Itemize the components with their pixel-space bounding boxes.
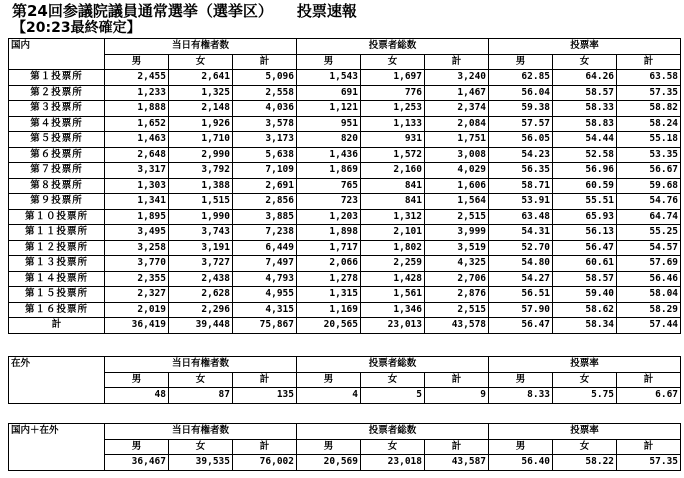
group-header-turnout: 投票率	[489, 424, 681, 440]
combined-turnout-male: 56.40	[489, 455, 553, 471]
cell-turnout-total: 53.35	[617, 147, 681, 163]
combined-turnout-female: 58.22	[553, 455, 617, 471]
cell-voters-male: 820	[297, 132, 361, 148]
cell-voters-total: 2,084	[425, 116, 489, 132]
combined-eligible-female: 39,535	[169, 455, 233, 471]
abroad-turnout-male: 8.33	[489, 388, 553, 404]
subheader-male: 男	[489, 54, 553, 70]
cell-eligible-male: 3,495	[105, 225, 169, 241]
polling-station-row	[9, 163, 681, 179]
polling-station-row	[9, 85, 681, 101]
group-header-turnout: 投票率	[489, 39, 681, 55]
group-header-row	[9, 39, 681, 55]
cell-eligible-female: 2,641	[169, 70, 233, 86]
polling-station-name: 第６投票所	[9, 147, 105, 163]
cell-eligible-female: 1,710	[169, 132, 233, 148]
combined-label: 国内＋在外	[9, 424, 105, 471]
subheader-male: 男	[105, 372, 169, 388]
cell-turnout-male: 57.57	[489, 116, 553, 132]
cell-voters-total: 2,374	[425, 101, 489, 117]
cell-voters-female: 2,160	[361, 163, 425, 179]
cell-voters-male: 1,543	[297, 70, 361, 86]
cell-eligible-female: 2,628	[169, 287, 233, 303]
cell-eligible-female: 2,148	[169, 101, 233, 117]
cell-voters-male: 1,278	[297, 271, 361, 287]
cell-turnout-male: 54.31	[489, 225, 553, 241]
cell-voters-female: 2,101	[361, 225, 425, 241]
cell-voters-total: 3,519	[425, 240, 489, 256]
cell-eligible-total: 7,497	[233, 256, 297, 272]
cell-turnout-total: 58.24	[617, 116, 681, 132]
subheader-male: 男	[105, 439, 169, 455]
cell-voters-total: 4,029	[425, 163, 489, 179]
cell-eligible-male: 2,648	[105, 147, 169, 163]
total-eligible-male: 36,419	[105, 318, 169, 334]
cell-turnout-total: 59.68	[617, 178, 681, 194]
subheader-total: 計	[233, 54, 297, 70]
cell-eligible-total: 2,691	[233, 178, 297, 194]
cell-voters-male: 1,169	[297, 302, 361, 318]
cell-eligible-total: 5,096	[233, 70, 297, 86]
group-header-eligible: 当日有権者数	[105, 357, 297, 373]
group-header-row	[9, 424, 681, 440]
cell-turnout-total: 57.69	[617, 256, 681, 272]
cell-voters-total: 1,467	[425, 85, 489, 101]
subheader-total: 計	[617, 372, 681, 388]
cell-turnout-female: 60.61	[553, 256, 617, 272]
cell-voters-total: 2,515	[425, 209, 489, 225]
total-voters-male: 20,565	[297, 318, 361, 334]
cell-eligible-female: 2,438	[169, 271, 233, 287]
cell-turnout-male: 54.23	[489, 147, 553, 163]
polling-station-name: 第４投票所	[9, 116, 105, 132]
cell-eligible-female: 1,388	[169, 178, 233, 194]
cell-turnout-total: 58.29	[617, 302, 681, 318]
cell-voters-total: 3,008	[425, 147, 489, 163]
polling-station-row	[9, 147, 681, 163]
cell-voters-male: 1,436	[297, 147, 361, 163]
cell-voters-total: 1,751	[425, 132, 489, 148]
abroad-voters-male: 4	[297, 388, 361, 404]
cell-voters-male: 1,869	[297, 163, 361, 179]
cell-eligible-female: 3,792	[169, 163, 233, 179]
combined-voters-female: 23,018	[361, 455, 425, 471]
status-label: 【20:23最終確定】	[12, 20, 141, 36]
combined-voters-total: 43,587	[425, 455, 489, 471]
cell-voters-female: 1,312	[361, 209, 425, 225]
cell-turnout-female: 59.40	[553, 287, 617, 303]
subheader-total: 計	[617, 439, 681, 455]
polling-station-name: 第１投票所	[9, 70, 105, 86]
cell-voters-female: 1,802	[361, 240, 425, 256]
group-header-eligible: 当日有権者数	[105, 39, 297, 55]
cell-turnout-total: 54.76	[617, 194, 681, 210]
cell-turnout-female: 60.59	[553, 178, 617, 194]
cell-eligible-male: 3,258	[105, 240, 169, 256]
cell-voters-total: 2,706	[425, 271, 489, 287]
polling-station-row	[9, 132, 681, 148]
group-header-voters: 投票者総数	[297, 357, 489, 373]
cell-eligible-male: 1,341	[105, 194, 169, 210]
group-header-turnout: 投票率	[489, 357, 681, 373]
cell-eligible-total: 3,885	[233, 209, 297, 225]
cell-turnout-male: 56.04	[489, 85, 553, 101]
cell-turnout-male: 63.48	[489, 209, 553, 225]
cell-voters-male: 2,066	[297, 256, 361, 272]
subheader-female: 女	[169, 54, 233, 70]
polling-station-name: 第１５投票所	[9, 287, 105, 303]
cell-turnout-total: 54.57	[617, 240, 681, 256]
cell-turnout-total: 56.46	[617, 271, 681, 287]
subheader-total: 計	[425, 54, 489, 70]
cell-turnout-female: 58.83	[553, 116, 617, 132]
polling-station-name: 第３投票所	[9, 101, 105, 117]
cell-eligible-male: 1,652	[105, 116, 169, 132]
domestic-table	[8, 38, 681, 334]
subheader-female: 女	[169, 372, 233, 388]
cell-eligible-male: 2,327	[105, 287, 169, 303]
subheader-male: 男	[489, 439, 553, 455]
polling-station-row	[9, 240, 681, 256]
cell-voters-female: 1,697	[361, 70, 425, 86]
cell-voters-male: 1,898	[297, 225, 361, 241]
subheader-male: 男	[105, 54, 169, 70]
sub-header-row	[9, 54, 681, 70]
subheader-female: 女	[361, 54, 425, 70]
cell-voters-male: 765	[297, 178, 361, 194]
cell-eligible-total: 2,856	[233, 194, 297, 210]
subheader-female: 女	[553, 439, 617, 455]
cell-turnout-total: 58.82	[617, 101, 681, 117]
cell-eligible-total: 7,238	[233, 225, 297, 241]
cell-voters-female: 841	[361, 178, 425, 194]
cell-eligible-female: 3,743	[169, 225, 233, 241]
sub-header-row	[9, 439, 681, 455]
total-eligible-female: 39,448	[169, 318, 233, 334]
cell-turnout-male: 57.90	[489, 302, 553, 318]
abroad-voters-total: 9	[425, 388, 489, 404]
cell-turnout-female: 58.57	[553, 85, 617, 101]
polling-station-name: 第２投票所	[9, 85, 105, 101]
cell-turnout-female: 56.13	[553, 225, 617, 241]
cell-turnout-male: 56.35	[489, 163, 553, 179]
cell-turnout-total: 57.35	[617, 85, 681, 101]
cell-eligible-female: 2,296	[169, 302, 233, 318]
total-voters-total: 43,578	[425, 318, 489, 334]
combined-eligible-total: 76,002	[233, 455, 297, 471]
total-turnout-male: 56.47	[489, 318, 553, 334]
cell-eligible-male: 1,233	[105, 85, 169, 101]
abroad-eligible-female: 87	[169, 388, 233, 404]
polling-station-name: 第１６投票所	[9, 302, 105, 318]
cell-turnout-total: 58.04	[617, 287, 681, 303]
polling-station-name: 第５投票所	[9, 132, 105, 148]
cell-eligible-total: 2,558	[233, 85, 297, 101]
cell-voters-female: 1,346	[361, 302, 425, 318]
polling-station-name: 第８投票所	[9, 178, 105, 194]
cell-turnout-male: 56.05	[489, 132, 553, 148]
polling-station-row	[9, 256, 681, 272]
cell-voters-female: 1,428	[361, 271, 425, 287]
combined-table	[8, 423, 681, 471]
group-header-row	[9, 357, 681, 373]
total-eligible-total: 75,867	[233, 318, 297, 334]
cell-voters-female: 1,253	[361, 101, 425, 117]
abroad-label: 在外	[9, 357, 105, 404]
cell-turnout-female: 52.58	[553, 147, 617, 163]
cell-voters-male: 1,717	[297, 240, 361, 256]
cell-turnout-total: 55.25	[617, 225, 681, 241]
subheader-female: 女	[553, 372, 617, 388]
cell-eligible-female: 2,990	[169, 147, 233, 163]
cell-turnout-female: 64.26	[553, 70, 617, 86]
cell-voters-total: 4,325	[425, 256, 489, 272]
cell-eligible-female: 3,191	[169, 240, 233, 256]
cell-voters-female: 841	[361, 194, 425, 210]
cell-voters-female: 776	[361, 85, 425, 101]
polling-station-name: 第９投票所	[9, 194, 105, 210]
combined-values-row	[9, 455, 681, 471]
abroad-eligible-total: 135	[233, 388, 297, 404]
subheader-male: 男	[297, 372, 361, 388]
cell-eligible-total: 6,449	[233, 240, 297, 256]
cell-voters-female: 931	[361, 132, 425, 148]
cell-voters-female: 1,561	[361, 287, 425, 303]
cell-eligible-male: 2,455	[105, 70, 169, 86]
election-title: 第24回参議院議員通常選挙（選挙区）	[12, 2, 273, 20]
subheader-female: 女	[553, 54, 617, 70]
cell-voters-total: 3,240	[425, 70, 489, 86]
cell-turnout-female: 58.33	[553, 101, 617, 117]
cell-voters-female: 1,133	[361, 116, 425, 132]
domestic-label: 国内	[9, 39, 105, 70]
cell-turnout-female: 55.51	[553, 194, 617, 210]
cell-turnout-female: 58.62	[553, 302, 617, 318]
cell-voters-female: 1,572	[361, 147, 425, 163]
abroad-eligible-male: 48	[105, 388, 169, 404]
polling-station-row	[9, 194, 681, 210]
subheader-male: 男	[489, 372, 553, 388]
cell-voters-total: 1,606	[425, 178, 489, 194]
polling-station-row	[9, 101, 681, 117]
cell-eligible-female: 1,990	[169, 209, 233, 225]
cell-voters-male: 1,203	[297, 209, 361, 225]
group-header-eligible: 当日有権者数	[105, 424, 297, 440]
cell-voters-total: 1,564	[425, 194, 489, 210]
domestic-rows	[9, 70, 681, 334]
polling-station-name: 第１０投票所	[9, 209, 105, 225]
cell-turnout-male: 54.80	[489, 256, 553, 272]
cell-eligible-total: 4,036	[233, 101, 297, 117]
cell-eligible-male: 2,019	[105, 302, 169, 318]
cell-voters-male: 1,121	[297, 101, 361, 117]
report-subtitle: 投票速報	[296, 2, 357, 20]
cell-turnout-male: 56.51	[489, 287, 553, 303]
sub-header-row	[9, 372, 681, 388]
abroad-voters-female: 5	[361, 388, 425, 404]
cell-turnout-female: 56.47	[553, 240, 617, 256]
cell-turnout-female: 58.57	[553, 271, 617, 287]
subheader-female: 女	[361, 439, 425, 455]
cell-turnout-female: 56.96	[553, 163, 617, 179]
cell-turnout-total: 56.67	[617, 163, 681, 179]
total-voters-female: 23,013	[361, 318, 425, 334]
cell-turnout-female: 65.93	[553, 209, 617, 225]
total-turnout-total: 57.44	[617, 318, 681, 334]
polling-station-name: 第１３投票所	[9, 256, 105, 272]
group-header-voters: 投票者総数	[297, 424, 489, 440]
cell-eligible-total: 7,109	[233, 163, 297, 179]
cell-eligible-total: 4,315	[233, 302, 297, 318]
cell-turnout-male: 53.91	[489, 194, 553, 210]
abroad-table	[8, 356, 681, 404]
subheader-female: 女	[169, 439, 233, 455]
cell-eligible-total: 3,173	[233, 132, 297, 148]
cell-eligible-total: 4,955	[233, 287, 297, 303]
cell-turnout-male: 54.27	[489, 271, 553, 287]
polling-station-name: 第１２投票所	[9, 240, 105, 256]
subheader-male: 男	[297, 54, 361, 70]
cell-eligible-total: 3,578	[233, 116, 297, 132]
subheader-female: 女	[361, 372, 425, 388]
combined-turnout-total: 57.35	[617, 455, 681, 471]
polling-station-row	[9, 178, 681, 194]
cell-eligible-female: 1,325	[169, 85, 233, 101]
cell-turnout-male: 62.85	[489, 70, 553, 86]
cell-eligible-male: 1,888	[105, 101, 169, 117]
group-header-voters: 投票者総数	[297, 39, 489, 55]
cell-turnout-total: 55.18	[617, 132, 681, 148]
combined-eligible-male: 36,467	[105, 455, 169, 471]
cell-turnout-female: 54.44	[553, 132, 617, 148]
cell-voters-male: 951	[297, 116, 361, 132]
cell-voters-male: 691	[297, 85, 361, 101]
cell-voters-male: 1,315	[297, 287, 361, 303]
polling-station-row	[9, 287, 681, 303]
polling-station-name: 第７投票所	[9, 163, 105, 179]
polling-station-row	[9, 225, 681, 241]
cell-eligible-male: 3,317	[105, 163, 169, 179]
subheader-total: 計	[233, 439, 297, 455]
cell-voters-female: 2,259	[361, 256, 425, 272]
cell-voters-male: 723	[297, 194, 361, 210]
cell-eligible-total: 5,638	[233, 147, 297, 163]
cell-turnout-total: 64.74	[617, 209, 681, 225]
cell-voters-total: 3,999	[425, 225, 489, 241]
cell-eligible-total: 4,793	[233, 271, 297, 287]
cell-eligible-male: 1,303	[105, 178, 169, 194]
polling-station-name: 第１１投票所	[9, 225, 105, 241]
polling-station-name: 第１４投票所	[9, 271, 105, 287]
cell-eligible-male: 1,895	[105, 209, 169, 225]
abroad-values-row	[9, 388, 681, 404]
domestic-total-label: 計	[9, 318, 105, 334]
total-turnout-female: 58.34	[553, 318, 617, 334]
subheader-total: 計	[233, 372, 297, 388]
polling-station-row	[9, 271, 681, 287]
subheader-male: 男	[297, 439, 361, 455]
combined-voters-male: 20,569	[297, 455, 361, 471]
subheader-total: 計	[617, 54, 681, 70]
page-title	[12, 2, 357, 20]
subheader-total: 計	[425, 372, 489, 388]
cell-voters-total: 2,515	[425, 302, 489, 318]
abroad-turnout-female: 5.75	[553, 388, 617, 404]
polling-station-row	[9, 116, 681, 132]
abroad-turnout-total: 6.67	[617, 388, 681, 404]
cell-turnout-male: 52.70	[489, 240, 553, 256]
cell-eligible-male: 1,463	[105, 132, 169, 148]
polling-station-row	[9, 70, 681, 86]
cell-eligible-male: 2,355	[105, 271, 169, 287]
cell-voters-total: 2,876	[425, 287, 489, 303]
subheader-total: 計	[425, 439, 489, 455]
cell-turnout-male: 58.71	[489, 178, 553, 194]
cell-turnout-total: 63.58	[617, 70, 681, 86]
cell-eligible-female: 3,727	[169, 256, 233, 272]
cell-eligible-female: 1,926	[169, 116, 233, 132]
cell-turnout-male: 59.38	[489, 101, 553, 117]
cell-eligible-female: 1,515	[169, 194, 233, 210]
polling-station-row	[9, 209, 681, 225]
domestic-total-row	[9, 318, 681, 334]
cell-eligible-male: 3,770	[105, 256, 169, 272]
polling-station-row	[9, 302, 681, 318]
